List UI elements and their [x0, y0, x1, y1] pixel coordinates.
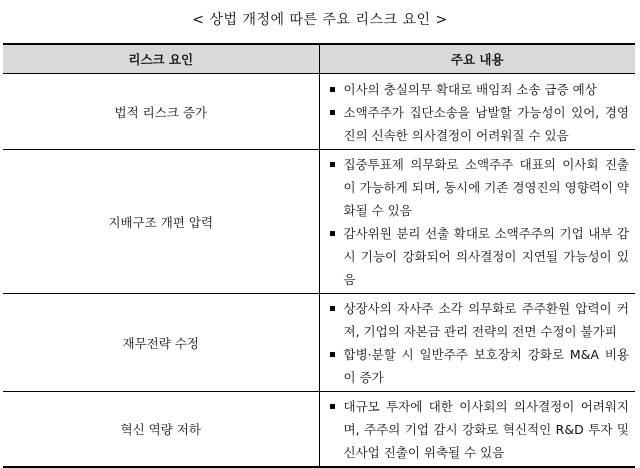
square-bullet-icon: [330, 87, 335, 92]
bullet-list: [328, 78, 630, 147]
bullet-list: [328, 153, 630, 291]
bullet-text: 합병·분할 시 일반주주 보호장치 강화로 M&A 비용이 증가: [343, 347, 629, 385]
table-title: < 상법 개정에 따른 주요 리스크 요인 >: [192, 12, 448, 28]
bullet-item: [328, 297, 630, 343]
bullet-item: [328, 395, 630, 464]
table-header-row: [3, 44, 635, 74]
table-row: [3, 294, 635, 392]
content-cell: [319, 74, 635, 150]
content-cell: [319, 150, 635, 294]
bullet-text: 대규모 투자에 대한 이사회의 의사결정이 어려워지며, 주주의 기업 감시 강화로 혁신적인 R&D 투자 및 신사업 진출이 위축될 수 있음: [343, 399, 629, 460]
bullet-text: 상장사의 자사주 소각 의무화로 주주환원 압력이 커져, 기업의 자본금 관리 전략의 전면 수정이 불가피: [343, 301, 629, 339]
bullet-text: 감사위원 분리 선출 확대로 소액주주의 기업 내부 감시 기능이 강화되어 의사결정이 지연될 가능성이 있음: [343, 226, 629, 287]
content-cell: [319, 392, 635, 468]
table-row: [3, 74, 635, 150]
square-bullet-icon: [330, 162, 335, 167]
bullet-item: [328, 78, 630, 101]
table-row: [3, 150, 635, 294]
bullet-list: [328, 297, 630, 389]
square-bullet-icon: [330, 352, 335, 357]
bullet-item: [328, 343, 630, 389]
bullet-item: [328, 101, 630, 147]
bullet-item: [328, 153, 630, 222]
risk-factor-cell: 법적 리스크 증가: [3, 74, 319, 150]
content-cell: [319, 294, 635, 392]
bullet-item: [328, 222, 630, 291]
square-bullet-icon: [330, 306, 335, 311]
bullet-text: 소액주주가 집단소송을 남발할 가능성이 있어, 경영진의 신속한 의사결정이 어려워질 수 있음: [343, 104, 629, 143]
bullet-text: 이사의 충실의무 확대로 배임죄 소송 급증 예상: [343, 81, 597, 97]
square-bullet-icon: [330, 231, 335, 236]
header-main-content: 주요 내용: [319, 44, 635, 74]
header-risk-factor: 리스크 요인: [3, 44, 319, 74]
square-bullet-icon: [330, 404, 335, 409]
risk-factor-cell: 지배구조 개편 압력: [3, 150, 319, 294]
table-row: [3, 392, 635, 468]
risk-factor-cell: 재무전략 수정: [3, 294, 319, 392]
square-bullet-icon: [330, 110, 335, 115]
bullet-text: 집중투표제 의무화로 소액주주 대표의 이사회 진출이 가능하게 되며, 동시에 기존 경영진의 영향력이 약화될 수 있음: [343, 157, 629, 218]
risk-factors-table: [3, 43, 635, 468]
bullet-list: [328, 395, 630, 464]
risk-factor-cell: 혁신 역량 저하: [3, 392, 319, 468]
